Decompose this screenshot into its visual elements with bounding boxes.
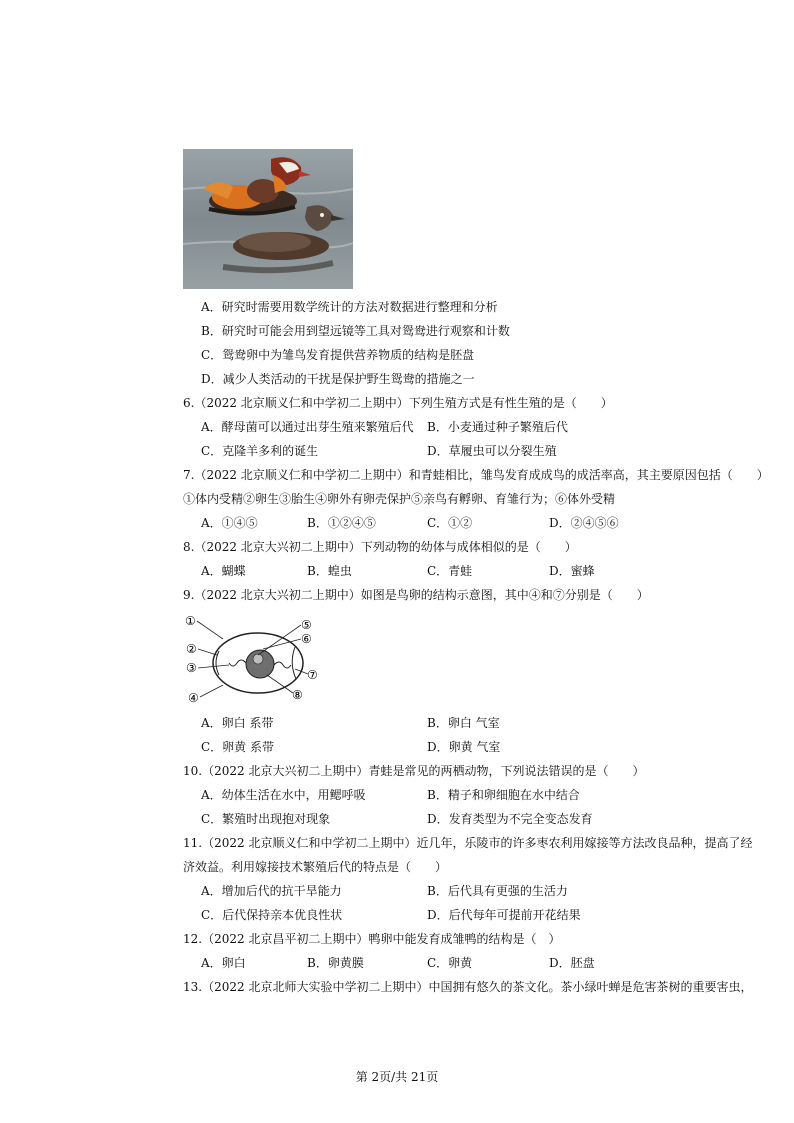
q10-stem: 10.（2022 北京大兴初二上期中）青蛙是常见的两栖动物，下列说法错误的是（ ） [183, 764, 645, 778]
label-5: ⑤ [301, 618, 312, 632]
q7-option-c[interactable]: C．①② [427, 516, 473, 530]
q12-stem: 12.（2022 北京昌平初二上期中）鸭卵中能发育成雏鸭的结构是（ ） [183, 932, 561, 946]
q9-option-c[interactable]: C．卵黄 系带 [201, 740, 274, 754]
q11-option-c[interactable]: C．后代保持亲本优良性状 [201, 908, 343, 922]
page-footer: 第 2页/共 21页 [355, 1070, 439, 1084]
q12-option-b[interactable]: B．卵黄膜 [307, 956, 364, 970]
q7-stem: 7.（2022 北京顺义仁和中学初二上期中）和青蛙相比，雏鸟发育成成鸟的成活率高，其主要原因包括（ ） [183, 468, 769, 482]
q8-stem: 8.（2022 北京大兴初二上期中）下列动物的幼体与成体相似的是（ ） [183, 540, 577, 554]
q8-option-a[interactable]: A．蝴蝶 [201, 564, 246, 578]
mandarin-duck-photo [183, 149, 353, 289]
q10-option-a[interactable]: A．幼体生活在水中，用鳃呼吸 [201, 788, 366, 802]
q10-option-b[interactable]: B．精子和卵细胞在水中结合 [427, 788, 580, 802]
q12-option-c[interactable]: C．卵黄 [427, 956, 473, 970]
q10-option-c[interactable]: C．繁殖时出现抱对现象 [201, 812, 331, 826]
q6-option-c[interactable]: C．克隆羊多利的诞生 [201, 444, 319, 458]
q7-stem-choices: ①体内受精②卵生③胎生④卵外有卵壳保护⑤亲鸟有孵卵、育雏行为；⑥体外受精 [183, 492, 616, 506]
label-8: ⑧ [292, 688, 303, 702]
q5-option-c[interactable]: C．鸳鸯卵中为雏鸟发育提供营养物质的结构是胚盘 [201, 348, 475, 362]
q12-option-d[interactable]: D．胚盘 [549, 956, 595, 970]
q8-option-d[interactable]: D．蜜蜂 [549, 564, 595, 578]
q9-option-a[interactable]: A．卵白 系带 [201, 716, 274, 730]
q5-option-a[interactable]: A．研究时需要用数学统计的方法对数据进行整理和分析 [201, 300, 498, 314]
duck-illustration [183, 149, 353, 289]
q5-option-d[interactable]: D．减少人类活动的干扰是保护野生鸳鸯的措施之一 [201, 372, 475, 386]
q6-option-a[interactable]: A．酵母菌可以通过出芽生殖来繁殖后代 [201, 420, 414, 434]
q9-option-b[interactable]: B．卵白 气室 [427, 716, 500, 730]
label-4: ④ [188, 691, 199, 705]
q11-stem: 11.（2022 北京顺义仁和中学初二上期中）近几年，乐陵市的许多枣农利用嫁接等方法改良品种，提高了经 [183, 836, 753, 850]
q13-stem: 13.（2022 北京北师大实验中学初二上期中）中国拥有悠久的茶文化。茶小绿叶蝉是危害茶树的重要害虫， [183, 980, 753, 994]
q6-stem: 6.（2022 北京顺义仁和中学初二上期中）下列生殖方式是有性生殖的是（ ） [183, 396, 613, 410]
q11-option-b[interactable]: B．后代具有更强的生活力 [427, 884, 568, 898]
bird-egg-diagram [183, 613, 323, 708]
label-7: ⑦ [307, 668, 318, 682]
label-2: ② [186, 642, 197, 656]
q11-option-d[interactable]: D．后代每年可提前开花结果 [427, 908, 581, 922]
egg-structure-figure [183, 613, 323, 708]
label-1: ① [185, 614, 196, 628]
label-6: ⑥ [301, 632, 312, 646]
q8-option-b[interactable]: B．蝗虫 [307, 564, 352, 578]
q5-option-b[interactable]: B．研究时可能会用到望远镜等工具对鸳鸯进行观察和计数 [201, 324, 510, 338]
q11-stem-continued: 济效益。利用嫁接技术繁殖后代的特点是（ ） [183, 860, 448, 874]
q7-option-a[interactable]: A．①④⑤ [201, 516, 258, 530]
q11-option-a[interactable]: A．增加后代的抗干旱能力 [201, 884, 342, 898]
q10-option-d[interactable]: D．发育类型为不完全变态发育 [427, 812, 593, 826]
q9-option-d[interactable]: D．卵黄 气室 [427, 740, 501, 754]
q7-option-b[interactable]: B．①②④⑤ [307, 516, 376, 530]
q6-option-d[interactable]: D．草履虫可以分裂生殖 [427, 444, 557, 458]
q8-option-c[interactable]: C．青蛙 [427, 564, 473, 578]
q9-stem: 9.（2022 北京大兴初二上期中）如图是鸟卵的结构示意图，其中④和⑦分别是（ ） [183, 588, 649, 602]
label-3: ③ [186, 661, 197, 675]
q12-option-a[interactable]: A．卵白 [201, 956, 246, 970]
q6-option-b[interactable]: B．小麦通过种子繁殖后代 [427, 420, 568, 434]
q7-option-d[interactable]: D．②④⑤⑥ [549, 516, 619, 530]
